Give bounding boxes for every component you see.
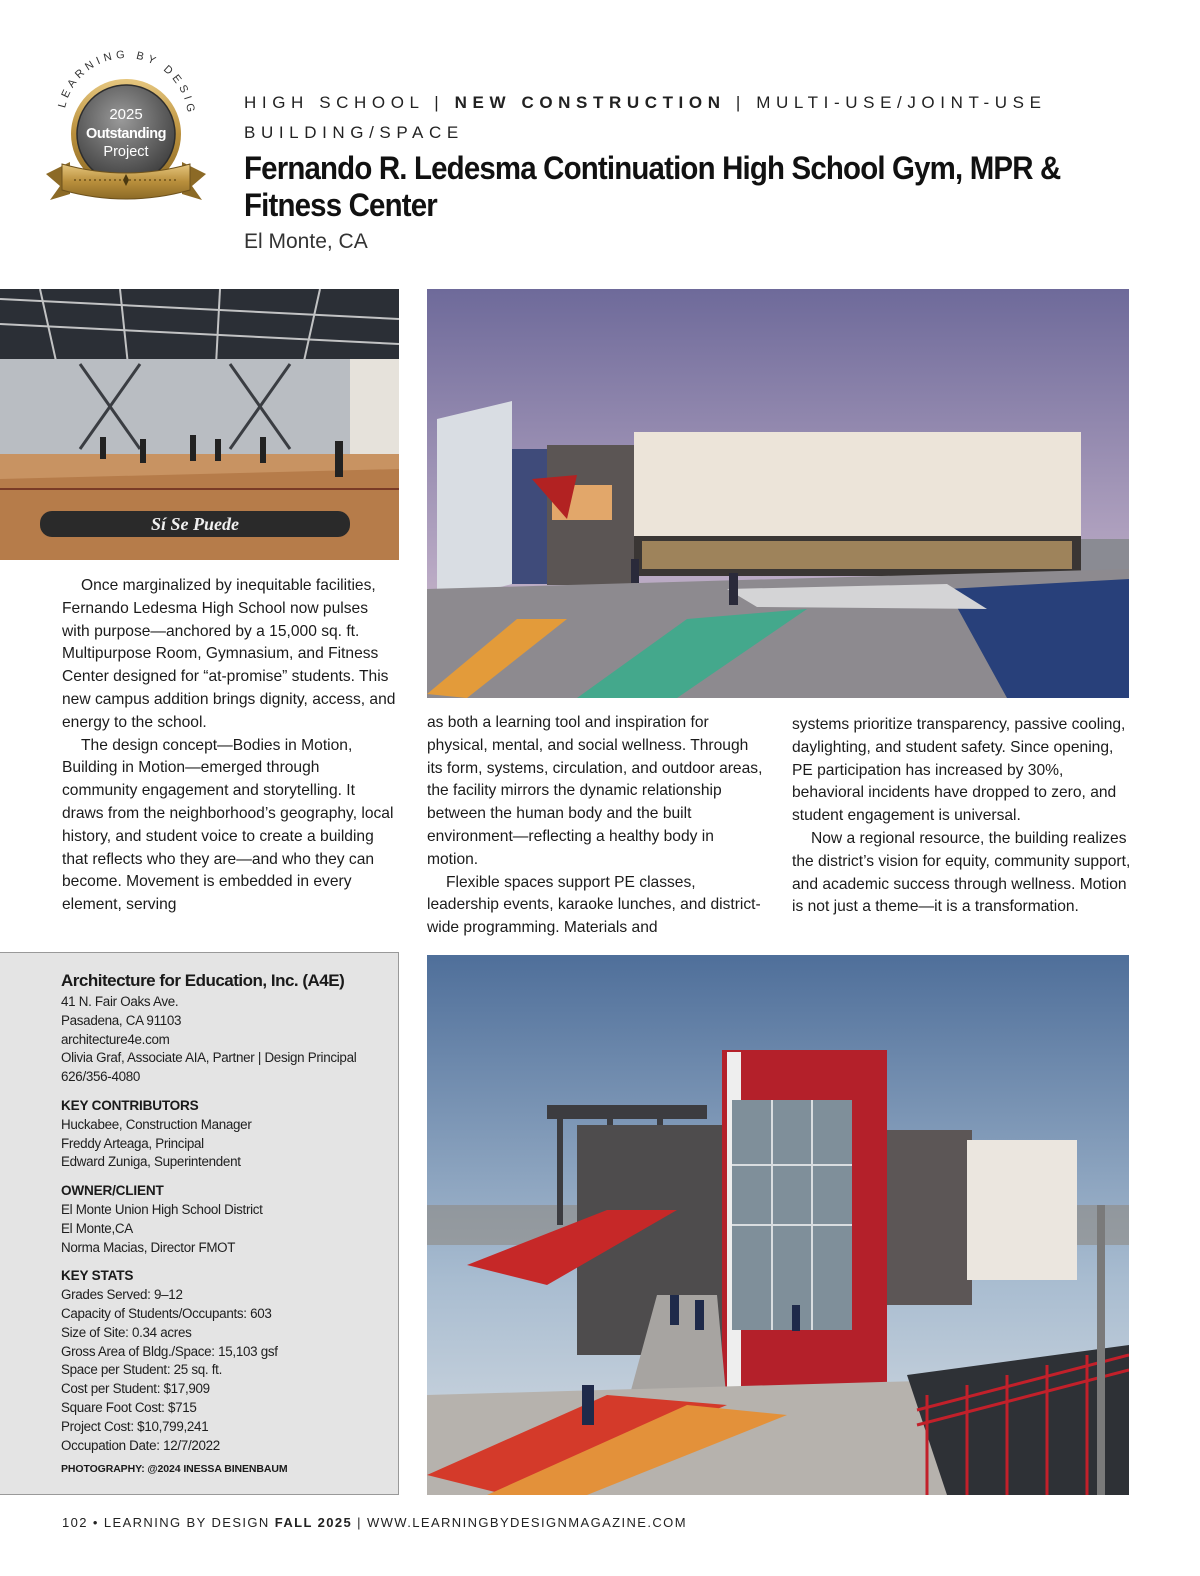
stat-item: Occupation Date: 12/7/2022 (61, 1437, 220, 1453)
body-paragraph: Now a regional resource, the building realizes the district’s vision for equity, community support, and academic success through wellness. Motion is not just a theme—it is a transformation. (792, 829, 1131, 916)
stat-item: Space per Student: 25 sq. ft. (61, 1362, 223, 1378)
firm-phone: 626/356-4080 (61, 1069, 141, 1085)
page-number: 102 (62, 1515, 88, 1530)
body-column-1 (62, 575, 397, 917)
contributor-item: Edward Zuniga, Superintendent (61, 1154, 241, 1170)
category-bold: NEW CONSTRUCTION (454, 93, 726, 112)
firm-address-line1: 41 N. Fair Oaks Ave. (61, 994, 179, 1009)
badge-line1: Outstanding (86, 126, 166, 142)
award-badge (40, 34, 212, 206)
body-paragraph: Flexible spaces support PE classes, leadership events, karaoke lunches, and district-wide programming. Materials and (427, 873, 761, 937)
project-facts-box (0, 952, 399, 1495)
article-title: Fernando R. Ledesma Continuation High School Gym, MPR & Fitness Center (244, 150, 1061, 223)
stat-item: Cost per Student: $17,909 (61, 1381, 210, 1397)
stat-item: Square Foot Cost: $715 (61, 1399, 197, 1415)
publication-name: LEARNING BY DESIGN (103, 1515, 275, 1530)
stat-item: Project Cost: $10,799,241 (61, 1418, 209, 1434)
photo-credit: PHOTOGRAPHY: @2024 INESSA BINENBAUM (61, 1463, 288, 1476)
building-exterior-photo (427, 289, 1129, 698)
owner-item: Norma Macias, Director FMOT (61, 1239, 236, 1255)
project-location: El Monte, CA (244, 230, 368, 253)
body-column-2 (427, 712, 767, 940)
owner-item: El Monte Union High School District (61, 1201, 263, 1217)
stat-item: Gross Area of Bldg./Space: 15,103 gsf (61, 1343, 278, 1359)
stat-item: Grades Served: 9–12 (61, 1287, 183, 1303)
body-paragraph: The design concept—Bodies in Motion, Building in Motion—emerged through community engagement and storytelling. It draws from the neighborhood’s geography, local history, and student voice to create a building that reflects who they are—and who they can become. Movement is embedded in every element, serving (62, 736, 394, 914)
contributors-heading: KEY CONTRIBUTORS (61, 1097, 199, 1113)
category-part2: | MULTI-USE/JOINT-USE BUILDING/SPACE (244, 93, 1047, 142)
stat-item: Size of Site: 0.34 acres (61, 1324, 192, 1340)
owner-item: El Monte,CA (61, 1220, 133, 1236)
body-paragraph: systems prioritize transparency, passive cooling, daylighting, and student safety. Since opening, PE participation has increased by 30%, behavioral incidents have dropped to zero, and student engagement is universal. (792, 716, 1126, 825)
award-badge-graphic (40, 34, 212, 206)
stair-tower-photo (427, 955, 1129, 1495)
stats-heading: KEY STATS (61, 1268, 134, 1284)
badge-line2: Project (103, 144, 149, 160)
footer-bullet: • (87, 1515, 104, 1530)
gym-floor-text: Sí Se Puede (151, 514, 239, 534)
firm-name: Architecture for Education, Inc. (A4E) (61, 971, 345, 990)
body-column-3 (792, 714, 1132, 919)
body-paragraph: as both a learning tool and inspiration for physical, mental, and social wellness. Through its form, systems, circulation, and outdoor areas, the facility mirrors the dynamic relationship between the human body and the built environment—reflecting a healthy body in motion. (427, 714, 763, 868)
footer-separator: | (352, 1515, 367, 1530)
badge-year: 2025 (109, 106, 143, 123)
project-category (244, 88, 1144, 148)
issue-label: FALL 2025 (274, 1515, 353, 1530)
contributor-item: Freddy Arteaga, Principal (61, 1135, 204, 1151)
page-footer (62, 1515, 687, 1530)
firm-address-line2: Pasadena, CA 91103 (61, 1012, 182, 1028)
stat-item: Capacity of Students/Occupants: 603 (61, 1305, 272, 1321)
firm-contact: Olivia Graf, Associate AIA, Partner | Design Principal (61, 1050, 357, 1066)
magazine-url: WWW.LEARNINGBYDESIGNMAGAZINE.COM (366, 1515, 687, 1530)
firm-website: architecture4e.com (61, 1031, 170, 1047)
badge-arc-text: LEARNING BY DESIG (56, 48, 198, 117)
owner-heading: OWNER/CLIENT (61, 1183, 164, 1199)
gym-interior-photo (0, 289, 399, 560)
body-paragraph: Once marginalized by inequitable facilities, Fernando Ledesma High School now pulses with purpose—anchored by a 15,000 sq. ft. Multipurpose Room, Gymnasium, and Fitness Center designed for “at-promise” students. This new campus addition brings dignity, access, and energy to the school. (62, 577, 396, 731)
contributor-item: Huckabee, Construction Manager (61, 1116, 252, 1132)
category-part1: HIGH SCHOOL | (244, 93, 455, 112)
